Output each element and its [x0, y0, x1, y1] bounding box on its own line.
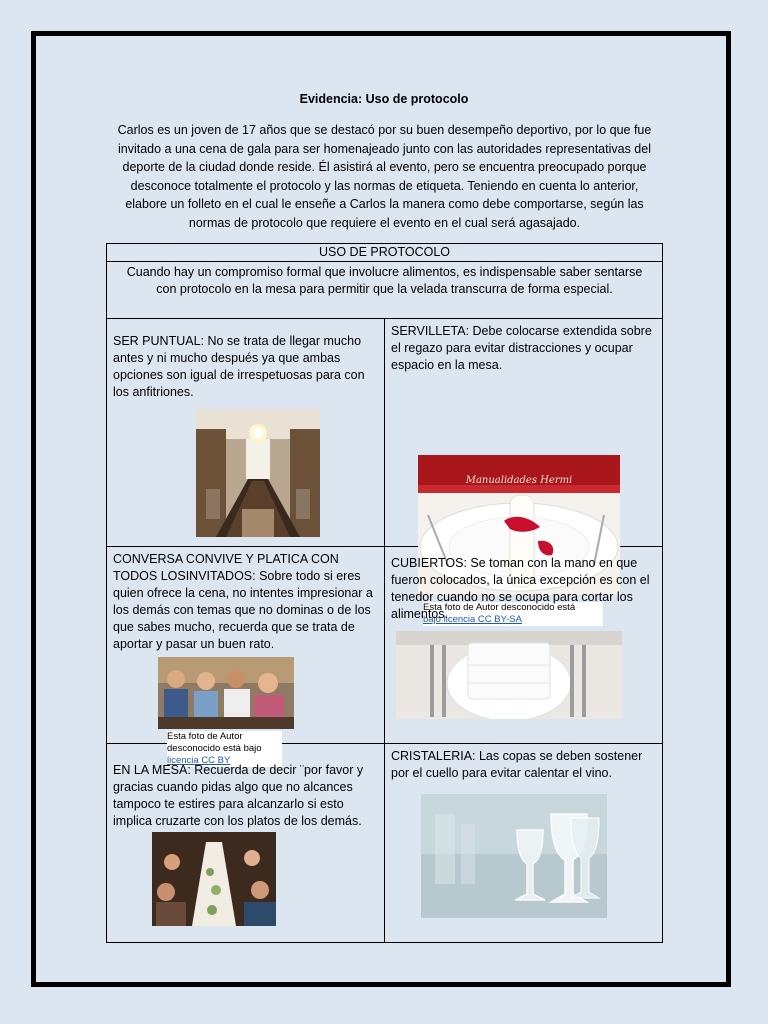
cell-en-la-mesa: [107, 744, 385, 943]
cutlery-plate-photo: [396, 631, 622, 719]
intro-paragraph: Carlos es un joven de 17 años que se destacó por su buen desempeño deportivo, por lo que fue invitado a una cena de gala para ser homenajeado junto con las autoridades representativas del deporte de la ciudad donde reside. Él asistirá al evento, pero se encuentra preocupado porque desconoce totalmente el protocolo y las normas de etiqueta. Teniendo en cuenta lo anterior, elabore un folleto en el cual le enseñe a Carlos la manera como debe comportarse, según las normas de protocolo que requiere el evento en el cual será agasajado.: [117, 123, 652, 230]
table-lead-text: Cuando hay un compromiso formal que involucre alimentos, es indispensable saber sentarse con protocolo en la mesa para permitir que la velada transcurra de forma especial.: [107, 262, 663, 319]
conversa-photo-caption: Esta foto de Autor desconocido está bajo licencia CC BY: [167, 731, 282, 767]
servilleta-license-link[interactable]: bajo licencia CC BY-SA: [423, 614, 522, 625]
cell-ser-puntual: [107, 319, 385, 547]
cristaleria-text: CRISTALERIA: Las copas se deben sostener por el cuello para evitar calentar el vino.: [391, 749, 643, 780]
glassware-photo: [421, 794, 607, 918]
servilleta-text: SERVILLETA: Debe colocarse extendida sobre el regazo para evitar distracciones y ocupar espacio en la mesa.: [391, 324, 652, 372]
conversa-license-link[interactable]: licencia CC BY: [167, 755, 231, 766]
en-la-mesa-text: EN LA MESA: Recuerda de decir ¨por favor y gracias cuando pidas algo que no alcances tampoco te estires para alcanzarlo si esto implica cruzarte con los platos de los demás.: [113, 763, 364, 828]
dinner-party-photo: [152, 832, 276, 926]
servilleta-photo-caption: Esta foto de Autor desconocido está bajo licencia CC BY-SA: [423, 602, 603, 626]
cell-cristaleria: [385, 744, 663, 943]
banquet-hall-photo: [196, 409, 320, 537]
ser-puntual-text: SER PUNTUAL: No se trata de llegar mucho antes y ni mucho después ya que ambas opciones son igual de irrespetuosas para con los anfitriones.: [113, 334, 365, 399]
photo-watermark: Manualidades Hermi: [465, 475, 573, 486]
cell-cubiertos: [385, 547, 663, 744]
cell-conversa: [107, 547, 385, 766]
friends-chatting-photo: [158, 657, 294, 729]
conversa-text: CONVERSA CONVIVE Y PLATICA CON TODOS LOSINVITADOS: Sobre todo si eres quien ofrece la cena, no intentes impresionar a los demás con temas que no dominas o de los que sabes mucho, recuerda que se trata de aportar y pasar un buen rato.: [113, 552, 373, 651]
cubiertos-text: CUBIERTOS: Se toman con la mano en que fueron colocados, la única excepción es con el tenedor cuando no se ocupa para cortar los alimentos.: [391, 556, 650, 621]
table-header: USO DE PROTOCOLO: [107, 244, 663, 262]
protocol-table: [106, 243, 663, 943]
document-title: Evidencia: Uso de protocolo: [299, 92, 469, 106]
